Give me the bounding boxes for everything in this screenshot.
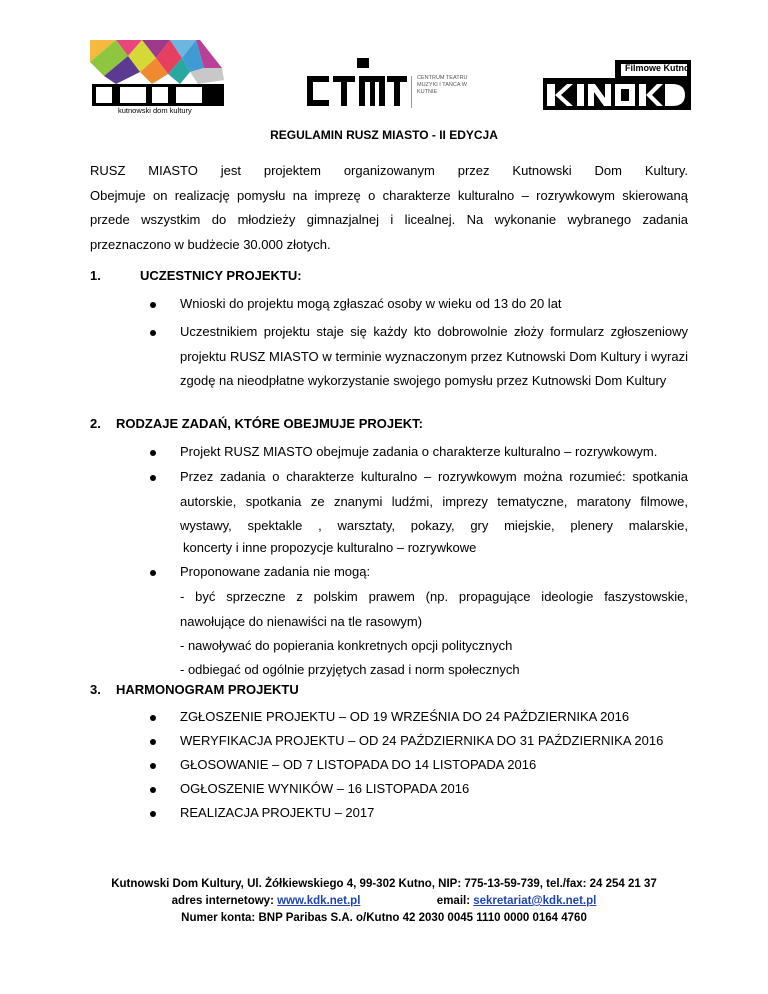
intro-word: Dom: [594, 163, 622, 178]
bullet-dot: [150, 450, 156, 456]
section-title: HARMONOGRAM PROJEKTU: [116, 682, 299, 697]
intro-first-line: [90, 159, 688, 184]
bullet-dot: [150, 570, 156, 576]
bullet-dot: [150, 330, 156, 336]
bullet-dot: [150, 739, 156, 745]
intro-word: Kutnowski: [512, 163, 572, 178]
intro-word: przez: [457, 163, 490, 178]
bullet-item: ZGŁOSZENIE PROJEKTU – OD 19 WRZEŚNIA DO 24 PAŹDZIERNIKA 2016: [180, 709, 630, 724]
ctmt-divider: [411, 76, 412, 108]
intro-word: jest: [220, 163, 241, 178]
bullet-item: Wnioski do projektu mogą zgłaszać osoby w wieku od 13 do 20 lat: [180, 296, 562, 311]
intro-word: RUSZ: [90, 163, 126, 178]
bullet-item: Proponowane zadania nie mogą:: [180, 564, 371, 579]
bullet-item: Projekt RUSZ MIASTO obejmuje zadania o charakterze kulturalno – rozrywkowym.: [180, 444, 658, 459]
footer-web-label: adres internetowy:: [171, 895, 274, 907]
section-title: UCZESTNICY PROJEKTU:: [140, 268, 302, 283]
intro-word: projektem: [263, 163, 321, 178]
section-number: 2.: [90, 416, 101, 431]
sub-item: - być sprzeczne z polskim prawem (np. propagujące ideologie faszystowskie, nawołujące do nienawiści na tle rasowym): [180, 589, 688, 629]
bullet-dot: [150, 475, 156, 481]
bullet-continuation: koncerty i inne propozycje kulturalno – rozrywkowe: [183, 540, 477, 555]
footer: [0, 876, 768, 927]
website-link[interactable]: www.kdk.net.pl: [277, 895, 361, 907]
bullet-item: WERYFIKACJA PROJEKTU – OD 24 PAŹDZIERNIKA DO 31 PAŹDZIERNIKA 2016: [180, 733, 664, 748]
ctmt-logo: [307, 58, 487, 110]
footer-contact: [0, 893, 768, 910]
section-number: 3.: [90, 682, 101, 697]
sub-item: - nawoływać do popierania konkretnych opcji politycznych: [180, 638, 513, 653]
intro-rest: Obejmuje on realizację pomysłu na imprezę o charakterze kulturalno – rozrywkowym skierowaną przede wszystkim do młodzieży gimnazjalnej i licealnej. Na wykonanie wybranego zadania przeznaczono w budżecie 30.000 złotych.: [90, 187, 688, 252]
intro-word: MIASTO: [148, 163, 198, 178]
kino-logo-text: Filmowe Kutno: [625, 63, 690, 73]
kdk-logo: [90, 40, 230, 118]
document-title: REGULAMIN RUSZ MIASTO - II EDYCJA: [270, 128, 498, 142]
email-link[interactable]: sekretariat@kdk.net.pl: [473, 895, 597, 907]
section-title: RODZAJE ZADAŃ, KTÓRE OBEJMUJE PROJEKT:: [116, 416, 423, 431]
bullet-dot: [150, 763, 156, 769]
bullet-item: Uczestnikiem projektu staje się każdy kto dobrowolnie złoży formularz zgłoszeniowy projektu RUSZ MIASTO w terminie wyznaczonym przez Kutnowski Dom Kultury i wyrazi zgodę na nieodpłatne wykorzystanie swojego pomysłu przez Kutnowski Dom Kultury: [180, 324, 688, 388]
bullet-item: REALIZACJA PROJEKTU – 2017: [180, 805, 375, 820]
footer-account: Numer konta: BNP Paribas S.A. o/Kutno 42 2030 0045 1110 0000 0164 4760: [181, 912, 587, 924]
ctmt-logo-text: CENTRUM TEATRU MUZYKI I TAŃCA W KUTNIE: [417, 75, 468, 95]
bullet-item: GŁOSOWANIE – OD 7 LISTOPADA DO 14 LISTOPADA 2016: [180, 757, 537, 772]
section-heading-3: [90, 682, 299, 697]
bullet-item: Przez zadania o charakterze kulturalno – rozrywkowym można rozumieć: spotkania autorskie, spotkania ze znanymi ludźmi, imprezy tematyczne, maratony filmowe, wystawy, spektakle , warsztaty, pokazy, gry miejskie, plenery malarskie,: [180, 469, 688, 533]
bullet-dot: [150, 787, 156, 793]
bullet-dot: [150, 715, 156, 721]
intro-word: organizowanym: [343, 163, 435, 178]
bullet-item: OGŁOSZENIE WYNIKÓW – 16 LISTOPADA 2016: [180, 781, 470, 796]
footer-email-label: email:: [436, 895, 471, 907]
section-heading-1: [90, 268, 302, 283]
sub-item: - odbiegać od ogólnie przyjętych zasad i norm społecznych: [180, 662, 520, 677]
kdk-logo-text: kutnowski dom kultury: [118, 106, 192, 115]
bullet-dot: [150, 811, 156, 817]
intro-paragraph: [90, 159, 688, 257]
bullet-dot: [150, 302, 156, 308]
section-number: 1.: [90, 268, 101, 283]
kino-logo: [543, 58, 691, 114]
intro-word: Kultury.: [644, 163, 688, 178]
section-heading-2: [90, 416, 423, 431]
footer-address: Kutnowski Dom Kultury, Ul. Żółkiewskiego 4, 99-302 Kutno, NIP: 775-13-59-739, tel./fax: 24 254 21 37: [111, 878, 657, 890]
